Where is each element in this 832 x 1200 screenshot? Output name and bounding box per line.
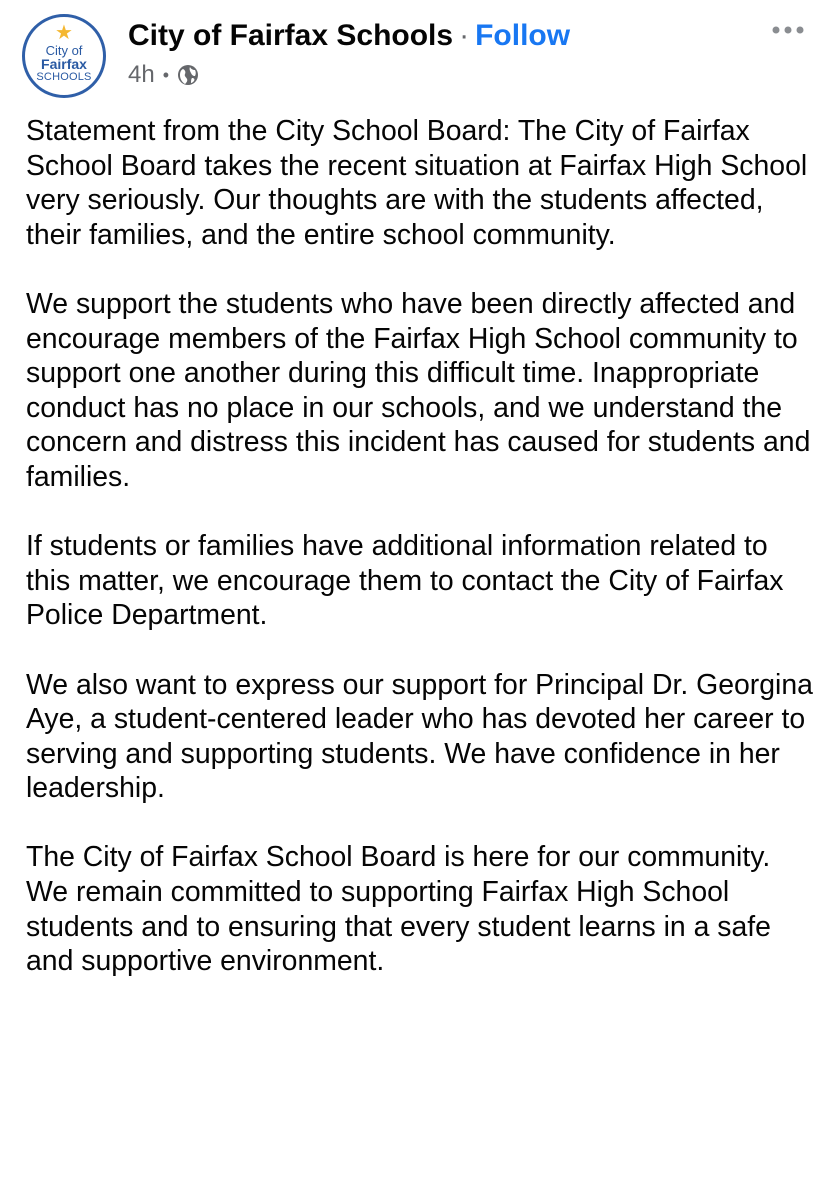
page-avatar[interactable]	[22, 14, 106, 98]
post-paragraph-4: We also want to express our support for Principal Dr. Georgina Aye, a student-centered leader who has devoted her career to serving and supporting students. We have confidence in her leadership.	[26, 668, 813, 805]
globe-icon	[177, 64, 199, 86]
post-paragraph-1: Statement from the City School Board: The City of Fairfax School Board takes the recent situation at Fairfax High School very seriously. Our thoughts are with the students affected, their families, and the entire school community.	[26, 115, 808, 251]
post-timestamp[interactable]: 4h	[128, 61, 155, 88]
separator-dot: ·	[459, 19, 470, 52]
page-name-link[interactable]: City of Fairfax Schools	[128, 19, 454, 52]
post-header	[22, 14, 812, 104]
star-icon: ★	[55, 22, 73, 44]
follow-button[interactable]: Follow	[475, 19, 571, 52]
post-meta	[128, 60, 199, 90]
avatar-text-line-1: City of	[45, 43, 83, 58]
meta-separator-dot: •	[162, 65, 170, 85]
post-paragraph-3: If students or families have additional information related to this matter, we encourage them to contact the City of Fairfax Police Department.	[26, 530, 784, 632]
avatar-text-line-3: SCHOOLS	[36, 71, 92, 83]
post-body	[26, 114, 816, 1013]
post-paragraph-2: We support the students who have been directly affected and encourage members of the Fairfax High School community to support one another during this difficult time. Inappropriate conduct has no place in our schools, and we understand the concern and distress this incident has caused for students and families.	[26, 287, 811, 493]
post-title-row	[128, 16, 570, 56]
avatar-text-line-2: Fairfax	[41, 56, 87, 72]
more-options-icon[interactable]	[768, 20, 808, 40]
post-paragraph-5: The City of Fairfax School Board is here for our community. We remain committed to supporting Fairfax High School students and to ensuring that every student learns in a safe and supportive environment.	[26, 841, 771, 978]
